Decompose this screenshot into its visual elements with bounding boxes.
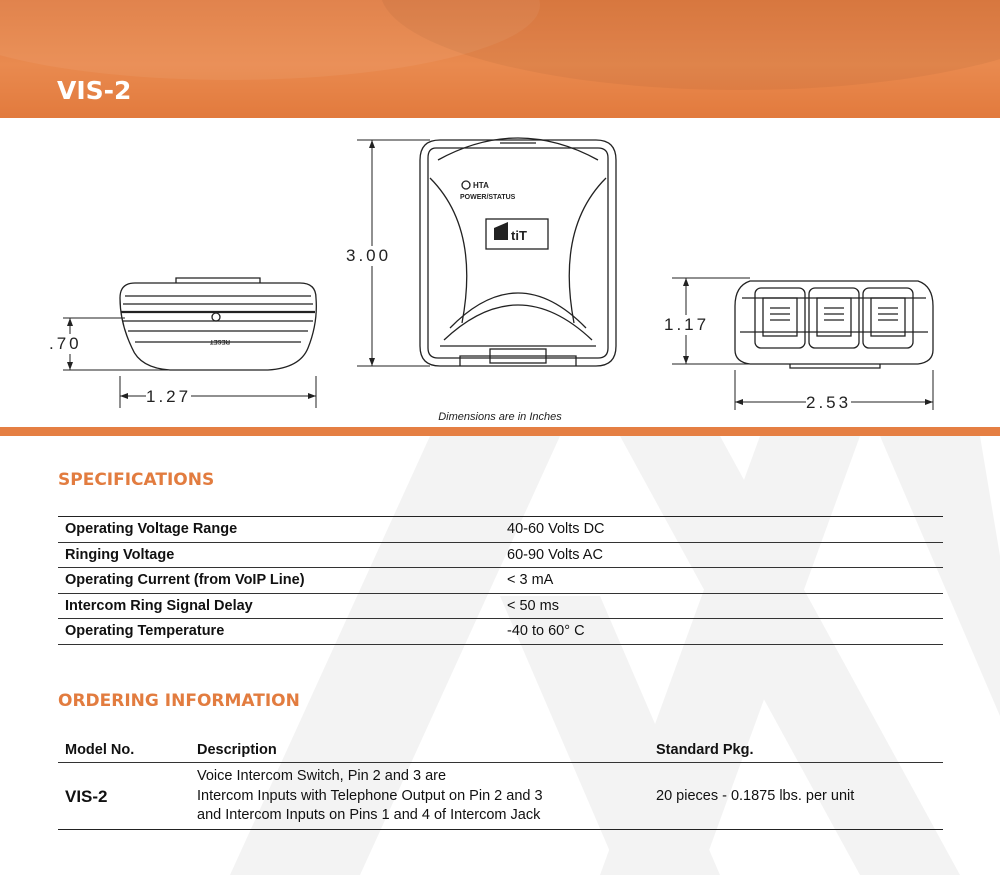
description-line: Voice Intercom Switch, Pin 2 and 3 are xyxy=(197,768,447,784)
spec-value: -40 to 60° C xyxy=(500,619,943,645)
package-header: Standard Pkg. xyxy=(649,738,943,763)
spec-value: < 3 mA xyxy=(500,568,943,594)
section-divider xyxy=(0,427,1000,436)
spec-label: Operating Current (from VoIP Line) xyxy=(58,568,500,594)
table-row xyxy=(58,568,943,594)
spec-label: Operating Voltage Range xyxy=(58,517,500,543)
header-decoration xyxy=(380,0,1000,90)
dimensions-caption: Dimensions are in Inches xyxy=(438,411,562,423)
specifications-title: SPECIFICATIONS xyxy=(58,470,215,490)
svg-text:HTA: HTA xyxy=(473,181,489,190)
model-header: Model No. xyxy=(58,738,190,763)
spec-value: 60-90 Volts AC xyxy=(500,542,943,568)
top-view-drawing xyxy=(420,138,616,366)
table-row xyxy=(58,593,943,619)
package-info: 20 pieces - 0.1875 lbs. per unit xyxy=(649,763,943,830)
height-dimension: 3.00 xyxy=(346,246,392,265)
model-number: VIS-2 xyxy=(58,763,190,830)
table-row xyxy=(58,542,943,568)
spec-label: Operating Temperature xyxy=(58,619,500,645)
dimension-drawings xyxy=(0,118,1000,427)
product-drawing xyxy=(0,118,1000,427)
header-banner xyxy=(0,0,1000,118)
spec-label: Intercom Ring Signal Delay xyxy=(58,593,500,619)
table-row xyxy=(58,619,943,645)
table-row xyxy=(58,517,943,543)
page-title: VIS-2 xyxy=(57,76,132,105)
ordering-title: ORDERING INFORMATION xyxy=(58,691,300,711)
front-view-drawing xyxy=(735,281,933,368)
svg-text:RESET: RESET xyxy=(209,338,230,344)
specifications-table xyxy=(58,516,943,645)
svg-text:POWER/STATUS: POWER/STATUS xyxy=(460,194,516,201)
spec-value: < 50 ms xyxy=(500,593,943,619)
front-width-dimension: 2.53 xyxy=(806,393,852,412)
svg-text:tiT: tiT xyxy=(511,228,527,243)
description-cell xyxy=(190,763,649,830)
front-height-dimension: 1.17 xyxy=(664,315,710,334)
side-width-dimension: 1.27 xyxy=(146,387,192,406)
brand-logo xyxy=(494,222,527,243)
description-line: and Intercom Inputs on Pins 1 and 4 of Intercom Jack xyxy=(197,807,541,823)
ordering-table xyxy=(58,738,943,830)
side-view-drawing xyxy=(120,278,316,370)
side-height-dimension: .70 xyxy=(49,334,82,353)
description-header: Description xyxy=(190,738,649,763)
description-line: Intercom Inputs with Telephone Output on Pin 2 and 3 xyxy=(197,787,543,804)
table-header-row xyxy=(58,738,943,763)
spec-value: 40-60 Volts DC xyxy=(500,517,943,543)
spec-label: Ringing Voltage xyxy=(58,542,500,568)
table-row xyxy=(58,763,943,830)
content-area xyxy=(0,436,1000,875)
